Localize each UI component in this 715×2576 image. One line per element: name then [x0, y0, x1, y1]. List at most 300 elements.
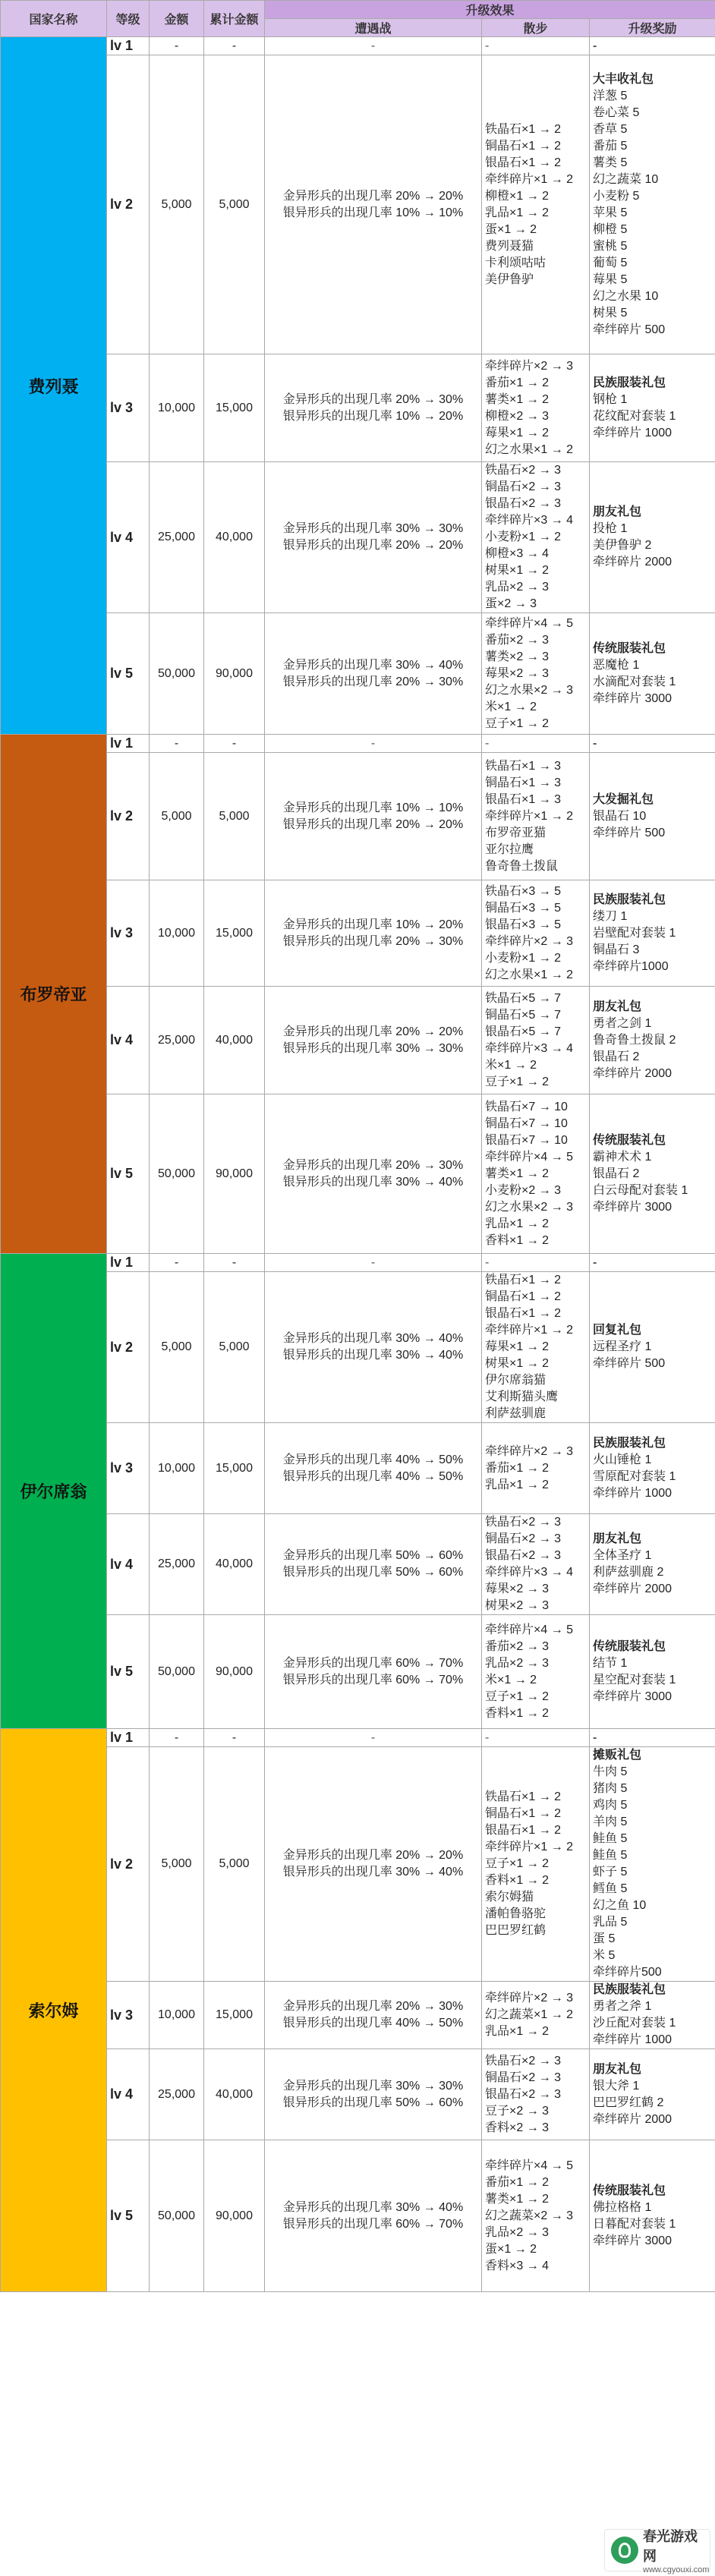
- walk-cell: [482, 987, 590, 1094]
- reward-cell: [590, 613, 715, 735]
- level-cell: lv 4: [107, 1514, 150, 1615]
- walk-line: 铁晶石×1 → 2: [485, 1790, 562, 1803]
- walk-line: 乳品×1 → 2: [485, 1217, 550, 1230]
- encounter-line: 银异形兵的出现几率 10% → 10%: [282, 206, 464, 219]
- encounter-line: 金异形兵的出现几率 30% → 40%: [282, 2200, 464, 2214]
- level-cell: lv 1: [107, 1254, 150, 1272]
- reward-line: 鸡肉 5: [593, 1799, 628, 1812]
- encounter-line: 金异形兵的出现几率 20% → 20%: [282, 1025, 464, 1038]
- reward-line: 岩壁配对套装 1: [593, 926, 676, 940]
- walk-line: 柳橙×3 → 4: [485, 547, 550, 560]
- walk-line: 伊尔席翁猫: [485, 1374, 546, 1387]
- reward-line: 白云母配对套装 1: [593, 1183, 688, 1197]
- walk-line: 幻之蔬菜×2 → 3: [485, 2209, 574, 2222]
- amount-cell: 50,000: [150, 1615, 204, 1729]
- encounter-line: 银异形兵的出现几率 60% → 70%: [282, 2217, 464, 2231]
- header-reward: 升级奖励: [590, 19, 715, 37]
- walk-cell: [482, 1982, 590, 2049]
- amount-cell: 5,000: [150, 55, 204, 354]
- encounter-cell: [265, 735, 482, 753]
- encounter-cell: [265, 1747, 482, 1982]
- reward-cell: [590, 1729, 715, 1747]
- walk-line: 香料×2 → 3: [485, 2121, 550, 2134]
- walk-line: 牵绊碎片×4 → 5: [485, 616, 574, 630]
- walk-line: 蛋×1 → 2: [485, 2242, 537, 2256]
- reward-line: 牵绊碎片 3000: [593, 1200, 672, 1214]
- walk-line: 鲁奇鲁土拨鼠: [485, 859, 559, 873]
- reward-line: 牵绊碎片 500: [593, 826, 666, 839]
- header-country: 国家名称: [1, 1, 107, 37]
- encounter-cell: [265, 880, 482, 987]
- encounter-line: -: [370, 1730, 376, 1744]
- walk-line: 薯类×1 → 2: [485, 2192, 550, 2206]
- reward-line: 霸神术术 1: [593, 1150, 652, 1164]
- reward-line: 牵绊碎片500: [593, 1966, 662, 1979]
- cumulative-cell: 90,000: [204, 2140, 265, 2292]
- reward-cell: [590, 987, 715, 1094]
- walk-line: 豆子×1 → 2: [485, 1690, 550, 1703]
- reward-cell: [590, 880, 715, 987]
- reward-line: 乳品 5: [593, 1916, 628, 1929]
- reward-line: 沙丘配对套装 1: [593, 2017, 676, 2030]
- reward-line: 柳橙 5: [593, 222, 628, 236]
- reward-pack-title: 民族服装礼包: [593, 1983, 666, 1996]
- walk-line: 银晶石×2 → 3: [485, 1549, 562, 1562]
- walk-line: 铜晶石×1 → 3: [485, 776, 562, 789]
- reward-line: 番茄 5: [593, 139, 628, 153]
- walk-line: 铁晶石×1 → 2: [485, 122, 562, 136]
- walk-cell: [482, 1272, 590, 1423]
- level-cell: lv 1: [107, 37, 150, 55]
- reward-line: 牵绊碎片 2000: [593, 2112, 672, 2126]
- encounter-line: 金异形兵的出现几率 30% → 30%: [282, 522, 464, 535]
- encounter-cell: [265, 2140, 482, 2292]
- level-cell: lv 4: [107, 2049, 150, 2140]
- reward-pack-title: 传统服装礼包: [593, 1133, 666, 1147]
- walk-line: 牵绊碎片×2 → 3: [485, 1992, 574, 2004]
- country-name: 布罗帝亚: [1, 735, 107, 1254]
- country-name: 费列聂: [1, 37, 107, 735]
- walk-line: 巴巴罗红鹤: [485, 1924, 546, 1937]
- walk-line: 莓果×2 → 3: [485, 666, 550, 680]
- encounter-line: 银异形兵的出现几率 50% → 60%: [282, 2096, 464, 2109]
- walk-line: 牵绊碎片×2 → 3: [485, 934, 574, 948]
- walk-line: 铜晶石×2 → 3: [485, 480, 562, 493]
- encounter-line: 金异形兵的出现几率 20% → 30%: [282, 392, 464, 406]
- encounter-line: 金异形兵的出现几率 50% → 60%: [282, 1549, 464, 1562]
- reward-line: 结节 1: [593, 1656, 628, 1670]
- walk-line: 银晶石×1 → 2: [485, 1307, 562, 1320]
- walk-line: 香料×1 → 2: [485, 1706, 550, 1720]
- site-logo: [604, 2529, 710, 2574]
- walk-cell: [482, 354, 590, 462]
- walk-line: 牵绊碎片×1 → 2: [485, 809, 574, 823]
- table-row: [1, 753, 715, 880]
- reward-cell: [590, 753, 715, 880]
- walk-line: 铜晶石×1 → 2: [485, 1807, 562, 1820]
- table-row: [1, 462, 715, 613]
- reward-line: 牵绊碎片 500: [593, 323, 666, 336]
- cumulative-cell: -: [204, 1254, 265, 1272]
- walk-line: 树果×2 → 3: [485, 1599, 550, 1612]
- walk-line: 牵绊碎片×2 → 3: [485, 359, 574, 373]
- walk-line: 牵绊碎片×4 → 5: [485, 1150, 574, 1164]
- walk-cell: [482, 37, 590, 55]
- reward-line: 苹果 5: [593, 206, 628, 219]
- reward-line: 牵绊碎片 2000: [593, 1582, 672, 1595]
- reward-line: 投枪 1: [593, 522, 628, 535]
- reward-pack-title: 回复礼包: [593, 1324, 642, 1337]
- table-row: [1, 1094, 715, 1254]
- level-cell: lv 4: [107, 462, 150, 613]
- level-cell: lv 2: [107, 1272, 150, 1423]
- cumulative-cell: 40,000: [204, 462, 265, 613]
- amount-cell: 25,000: [150, 462, 204, 613]
- walk-line: 薯类×1 → 2: [485, 392, 550, 406]
- amount-cell: 50,000: [150, 1094, 204, 1254]
- reward-cell: [590, 1982, 715, 2049]
- walk-line: 银晶石×2 → 3: [485, 2087, 562, 2101]
- encounter-line: -: [370, 736, 376, 750]
- header-encounter: 遭遇战: [265, 19, 482, 37]
- level-cell: lv 5: [107, 1615, 150, 1729]
- walk-line: 番茄×1 → 2: [485, 1461, 550, 1475]
- encounter-line: 银异形兵的出现几率 30% → 40%: [282, 1866, 464, 1878]
- encounter-line: 银异形兵的出现几率 40% → 50%: [282, 2017, 464, 2030]
- walk-cell: [482, 1615, 590, 1729]
- walk-line: 蛋×2 → 3: [485, 597, 537, 610]
- walk-line: 铁晶石×1 → 3: [485, 759, 562, 773]
- cumulative-cell: 40,000: [204, 987, 265, 1094]
- encounter-line: 金异形兵的出现几率 10% → 10%: [282, 801, 464, 814]
- amount-cell: 50,000: [150, 2140, 204, 2292]
- encounter-line: 银异形兵的出现几率 50% → 60%: [282, 1566, 464, 1579]
- walk-line: 柳橙×2 → 3: [485, 409, 550, 423]
- walk-line: 豆子×1 → 2: [485, 1075, 550, 1088]
- walk-line: 香料×1 → 2: [485, 1874, 550, 1887]
- walk-line: 番茄×2 → 3: [485, 1639, 550, 1653]
- reward-line: 牵绊碎片 500: [593, 1357, 666, 1370]
- reward-line: 缕刀 1: [593, 909, 628, 923]
- encounter-cell: [265, 1729, 482, 1747]
- walk-cell: [482, 735, 590, 753]
- table-row: [1, 2049, 715, 2140]
- walk-line: 小麦粉×1 → 2: [485, 951, 562, 965]
- cumulative-cell: 90,000: [204, 613, 265, 735]
- walk-line: 银晶石×2 → 3: [485, 497, 562, 510]
- header-amount: 金额: [150, 1, 204, 37]
- cumulative-cell: 5,000: [204, 753, 265, 880]
- amount-cell: 5,000: [150, 1272, 204, 1423]
- walk-line: 亚尔拉鹰: [485, 842, 534, 856]
- table-row: [1, 354, 715, 462]
- cumulative-cell: 5,000: [204, 55, 265, 354]
- reward-cell: [590, 1747, 715, 1982]
- encounter-line: 金异形兵的出现几率 10% → 20%: [282, 918, 464, 931]
- walk-cell: [482, 462, 590, 613]
- reward-line: 牵绊碎片 1000: [593, 2033, 672, 2046]
- walk-line: 牵绊碎片×4 → 5: [485, 2159, 574, 2172]
- walk-line: 牵绊碎片×3 → 4: [485, 1041, 574, 1055]
- reward-pack-title: 传统服装礼包: [593, 2184, 666, 2197]
- reward-cell: [590, 462, 715, 613]
- encounter-cell: [265, 2049, 482, 2140]
- walk-cell: [482, 613, 590, 735]
- cumulative-cell: -: [204, 735, 265, 753]
- walk-line: 牵绊碎片×1 → 2: [485, 1324, 574, 1337]
- level-cell: lv 2: [107, 1747, 150, 1982]
- reward-line: 幻之水果 10: [593, 289, 659, 303]
- cumulative-cell: 90,000: [204, 1615, 265, 1729]
- reward-line: 牛肉 5: [593, 1765, 628, 1778]
- reward-pack-title: 民族服装礼包: [593, 1436, 666, 1450]
- walk-line: -: [485, 736, 490, 750]
- encounter-line: 金异形兵的出现几率 20% → 20%: [282, 1849, 464, 1862]
- reward-cell: [590, 1094, 715, 1254]
- walk-line: 铁晶石×2 → 3: [485, 464, 562, 477]
- walk-line: 豆子×1 → 2: [485, 1857, 550, 1870]
- walk-line: 铜晶石×2 → 3: [485, 2071, 562, 2084]
- reward-line: 牵绊碎片 3000: [593, 691, 672, 705]
- table-row: [1, 987, 715, 1094]
- cumulative-cell: 40,000: [204, 1514, 265, 1615]
- reward-line: 勇者之斧 1: [593, 2000, 652, 2013]
- walk-line: 铜晶石×7 → 10: [485, 1116, 568, 1130]
- encounter-line: 金异形兵的出现几率 30% → 40%: [282, 1332, 464, 1345]
- reward-line: 星空配对套装 1: [593, 1673, 676, 1686]
- reward-line: 远程圣疗 1: [593, 1340, 652, 1353]
- walk-line: 幻之水果×1 → 2: [485, 968, 574, 981]
- amount-cell: -: [150, 1254, 204, 1272]
- reward-line: 牵绊碎片 3000: [593, 1690, 672, 1703]
- reward-cell: [590, 1615, 715, 1729]
- cumulative-cell: 5,000: [204, 1747, 265, 1982]
- table-row: [1, 1514, 715, 1615]
- walk-line: 布罗帝亚猫: [485, 826, 546, 839]
- reward-line: 牵绊碎片 1000: [593, 1486, 672, 1500]
- cumulative-cell: 5,000: [204, 1272, 265, 1423]
- amount-cell: -: [150, 735, 204, 753]
- walk-line: 铜晶石×2 → 3: [485, 1532, 562, 1545]
- amount-cell: 50,000: [150, 613, 204, 735]
- amount-cell: 10,000: [150, 1982, 204, 2049]
- reward-line: 鲑鱼 5: [593, 1849, 628, 1862]
- table-row: [1, 1254, 715, 1272]
- reward-line: 银晶石 2: [593, 1050, 640, 1063]
- walk-cell: [482, 1094, 590, 1254]
- reward-line: 美伊鲁驴 2: [593, 539, 652, 552]
- walk-line: 铜晶石×1 → 2: [485, 139, 562, 153]
- level-cell: lv 1: [107, 1729, 150, 1747]
- encounter-line: 银异形兵的出现几率 60% → 70%: [282, 1673, 464, 1686]
- walk-cell: [482, 1423, 590, 1514]
- header-upgrade-effect: 升级效果: [265, 1, 715, 19]
- reward-line: 牵绊碎片 2000: [593, 1066, 672, 1080]
- reward-pack-title: 朋友礼包: [593, 505, 642, 518]
- header-cumulative: 累计金额: [204, 1, 265, 37]
- cumulative-cell: 15,000: [204, 880, 265, 987]
- reward-pack-title: 大丰收礼包: [593, 72, 654, 86]
- country-name: 伊尔席翁: [1, 1254, 107, 1729]
- encounter-cell: [265, 354, 482, 462]
- walk-cell: [482, 1254, 590, 1272]
- encounter-cell: [265, 1254, 482, 1272]
- reward-line: 花纹配对套装 1: [593, 409, 676, 423]
- walk-line: 番茄×1 → 2: [485, 376, 550, 389]
- walk-line: 乳品×2 → 3: [485, 581, 550, 594]
- walk-line: 番茄×1 → 2: [485, 2175, 550, 2189]
- walk-line: 米×1 → 2: [485, 1673, 537, 1686]
- reward-cell: [590, 1423, 715, 1514]
- walk-line: 美伊鲁驴: [485, 272, 534, 286]
- encounter-cell: [265, 613, 482, 735]
- walk-cell: [482, 2049, 590, 2140]
- table-row: [1, 1982, 715, 2049]
- reward-line: 鲑鱼 5: [593, 1832, 628, 1845]
- reward-line: 巴巴罗红鹤 2: [593, 2096, 664, 2109]
- encounter-line: 金异形兵的出现几率 20% → 30%: [282, 1158, 464, 1172]
- walk-line: 米×1 → 2: [485, 1058, 537, 1072]
- reward-line: 银晶石 2: [593, 1167, 640, 1180]
- encounter-cell: [265, 1423, 482, 1514]
- walk-line: 牵绊碎片×3 → 4: [485, 1566, 574, 1579]
- amount-cell: 10,000: [150, 354, 204, 462]
- header-level: 等级: [107, 1, 150, 37]
- level-cell: lv 3: [107, 1982, 150, 2049]
- walk-line: 铁晶石×2 → 3: [485, 1516, 562, 1529]
- table-body: [1, 37, 715, 2292]
- table-row: [1, 1615, 715, 1729]
- walk-cell: [482, 1729, 590, 1747]
- reward-line: 蛋 5: [593, 1932, 616, 1945]
- reward-pack-title: -: [593, 736, 597, 750]
- reward-line: 米 5: [593, 1949, 616, 1962]
- reward-line: 银晶石 10: [593, 809, 647, 823]
- reward-line: 羊肉 5: [593, 1815, 628, 1828]
- amount-cell: -: [150, 1729, 204, 1747]
- reward-line: 牵绊碎片 1000: [593, 426, 672, 439]
- logo-url: www.cgyouxi.com: [643, 2565, 710, 2574]
- encounter-line: 金异形兵的出现几率 30% → 40%: [282, 658, 464, 672]
- amount-cell: -: [150, 37, 204, 55]
- table-row: [1, 1423, 715, 1514]
- cumulative-cell: 15,000: [204, 1423, 265, 1514]
- walk-line: 牵绊碎片×1 → 2: [485, 1841, 574, 1853]
- walk-line: 铜晶石×3 → 5: [485, 901, 562, 915]
- encounter-line: 金异形兵的出现几率 30% → 30%: [282, 2079, 464, 2093]
- table-row: [1, 613, 715, 735]
- reward-line: 洋葱 5: [593, 89, 628, 102]
- walk-line: 银晶石×1 → 2: [485, 156, 562, 169]
- cumulative-cell: 40,000: [204, 2049, 265, 2140]
- walk-line: 索尔姆猫: [485, 1891, 534, 1904]
- amount-cell: 5,000: [150, 1747, 204, 1982]
- encounter-line: 银异形兵的出现几率 40% → 50%: [282, 1469, 464, 1483]
- reward-pack-title: 民族服装礼包: [593, 893, 666, 906]
- walk-line: 豆子×2 → 3: [485, 2104, 550, 2118]
- reward-line: 利萨兹驯鹿 2: [593, 1566, 664, 1579]
- table-row: [1, 1747, 715, 1982]
- reward-line: 佛拉格格 1: [593, 2200, 652, 2214]
- reward-pack-title: 传统服装礼包: [593, 1639, 666, 1653]
- reward-line: 银大斧 1: [593, 2079, 640, 2093]
- reward-pack-title: 朋友礼包: [593, 1532, 642, 1545]
- walk-line: 银晶石×1 → 3: [485, 792, 562, 806]
- encounter-line: 银异形兵的出现几率 20% → 20%: [282, 539, 464, 552]
- walk-line: 银晶石×5 → 7: [485, 1025, 562, 1038]
- reward-line: 钢枪 1: [593, 392, 628, 406]
- walk-cell: [482, 1514, 590, 1615]
- logo-text: 春光游戏网: [643, 2529, 698, 2564]
- walk-line: 幻之水果×1 → 2: [485, 442, 574, 456]
- reward-cell: [590, 735, 715, 753]
- reward-line: 莓果 5: [593, 272, 628, 286]
- walk-line: 牵绊碎片×4 → 5: [485, 1623, 574, 1636]
- reward-line: 牵绊碎片 3000: [593, 2234, 672, 2247]
- walk-line: 乳品×1 → 2: [485, 206, 550, 219]
- encounter-cell: [265, 1982, 482, 2049]
- encounter-cell: [265, 37, 482, 55]
- walk-line: 幻之蔬菜×1 → 2: [485, 2008, 574, 2021]
- reward-line: 蜜桃 5: [593, 239, 628, 253]
- encounter-line: 银异形兵的出现几率 20% → 20%: [282, 817, 464, 831]
- cumulative-cell: 15,000: [204, 354, 265, 462]
- reward-line: 全体圣疗 1: [593, 1549, 652, 1562]
- reward-line: 恶魔枪 1: [593, 658, 640, 672]
- encounter-line: 金异形兵的出现几率 20% → 30%: [282, 2000, 464, 2013]
- encounter-cell: [265, 1514, 482, 1615]
- walk-cell: [482, 55, 590, 354]
- table-row: [1, 1729, 715, 1747]
- walk-line: 利萨兹驯鹿: [485, 1407, 546, 1420]
- reward-cell: [590, 37, 715, 55]
- walk-line: 牵绊碎片×1 → 2: [485, 172, 574, 186]
- amount-cell: 25,000: [150, 987, 204, 1094]
- encounter-line: 银异形兵的出现几率 30% → 40%: [282, 1349, 464, 1362]
- reward-pack-title: -: [593, 39, 597, 52]
- encounter-line: 银异形兵的出现几率 30% → 30%: [282, 1041, 464, 1055]
- walk-line: 乳品×1 → 2: [485, 2025, 550, 2038]
- reward-pack-title: 朋友礼包: [593, 1000, 642, 1013]
- encounter-line: 金异形兵的出现几率 20% → 20%: [282, 189, 464, 203]
- walk-line: 银晶石×3 → 5: [485, 918, 562, 931]
- reward-line: 铜晶石 3: [593, 943, 640, 956]
- reward-line: 幻之蔬菜 10: [593, 172, 659, 186]
- amount-cell: 25,000: [150, 1514, 204, 1615]
- reward-cell: [590, 2140, 715, 2292]
- reward-line: 香草 5: [593, 122, 628, 136]
- walk-line: 香料×1 → 2: [485, 1233, 550, 1247]
- level-cell: lv 3: [107, 354, 150, 462]
- reward-line: 火山锤枪 1: [593, 1453, 652, 1466]
- walk-line: 银晶石×7 → 10: [485, 1133, 568, 1147]
- table-row: [1, 55, 715, 354]
- reward-cell: [590, 55, 715, 354]
- reward-pack-title: -: [593, 1255, 597, 1269]
- level-cell: lv 3: [107, 1423, 150, 1514]
- walk-line: 乳品×1 → 2: [485, 1478, 550, 1491]
- encounter-cell: [265, 462, 482, 613]
- reward-pack-title: -: [593, 1730, 597, 1744]
- reward-line: 雪原配对套装 1: [593, 1469, 676, 1483]
- encounter-line: 金异形兵的出现几率 60% → 70%: [282, 1656, 464, 1670]
- amount-cell: 5,000: [150, 753, 204, 880]
- level-cell: lv 5: [107, 613, 150, 735]
- reward-line: 鲁奇鲁土拨鼠 2: [593, 1033, 676, 1047]
- header-walk: 散步: [482, 19, 590, 37]
- reward-line: 薯类 5: [593, 156, 628, 169]
- walk-line: 香料×3 → 4: [485, 2259, 550, 2272]
